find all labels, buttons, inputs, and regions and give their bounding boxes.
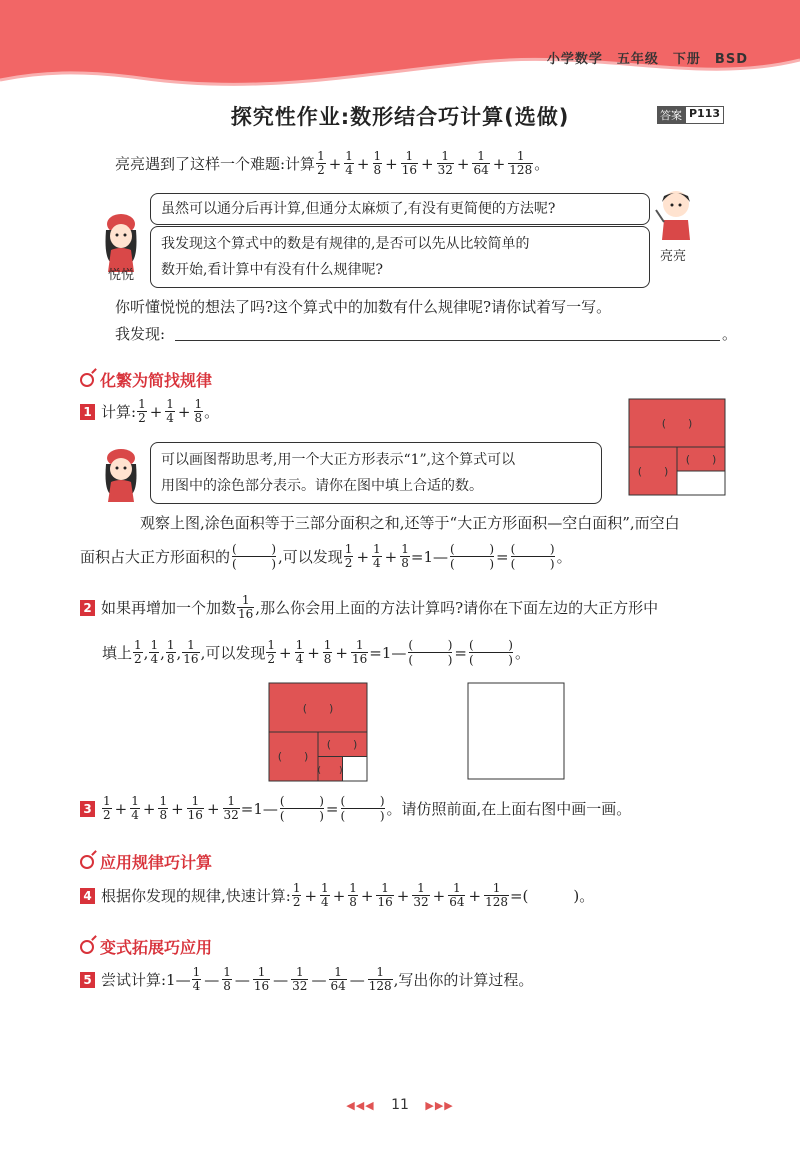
discover-end: 。 — [722, 325, 738, 343]
q1-blank-half[interactable]: ( ) — [661, 417, 693, 430]
q2-blank-eighth[interactable]: ( ) — [326, 738, 358, 751]
question-number-1: 1 — [80, 404, 95, 420]
answer-page: P113 — [685, 106, 724, 124]
intro-suffix: 。 — [534, 155, 550, 173]
q2-blank-half[interactable]: ( ) — [302, 702, 334, 715]
discover-label: 我发现: — [115, 325, 166, 343]
fraction-1-128: $\frac{1}{128}$ — [509, 149, 533, 177]
book-label: 小学数学 五年级 下册 BSD — [546, 52, 748, 67]
question-number-4: 4 — [80, 888, 95, 904]
q5-tail: ,写出你的计算过程。 — [393, 971, 534, 989]
yueyue-name: 悦悦 — [108, 268, 135, 283]
q1-para-2b: ,可以发现 — [278, 548, 343, 566]
q1-para-end: 。 — [556, 548, 572, 566]
q1-para-2d: = — [496, 547, 509, 566]
q1-square-diagram[interactable] — [628, 398, 726, 496]
q2-line1b: ,那么你会用上面的方法计算吗?请你在下面左边的大正方形中 — [255, 599, 659, 617]
q2-line2a: 填上 — [102, 644, 133, 662]
target-icon — [80, 373, 94, 387]
page-footer — [0, 1097, 800, 1113]
q4-line: 4 根据你发现的规律,快速计算: $\frac{1}{2}$ + $\frac{1}{4}$ + $\frac{1}{8}$ + $\frac{1}{16}$ + $\frac{1}{32}$ + $\frac{1}{64}$ + $\frac{1}{128}$ =( )。 — [80, 882, 594, 909]
q1-hint-bubble — [150, 442, 602, 504]
q2-line2b: ,可以发现 — [200, 644, 266, 662]
q2-end: 。 — [514, 644, 530, 662]
question-number-2: 2 — [80, 600, 95, 616]
yueyue-speech-line-2: 数开始,看计算中有没有什么规律呢? — [161, 262, 383, 278]
q2-blank-fraction-1[interactable]: ( ) ( ) — [408, 638, 453, 667]
answer-label: 答案 — [657, 106, 685, 124]
q4-answer-blank[interactable]: =( )。 — [509, 887, 595, 905]
section-title-2: 应用规律巧计算 — [100, 853, 213, 872]
liangliang-speech-bubble — [150, 193, 650, 225]
fraction-1-64: $\frac{1}{64}$ — [473, 149, 489, 177]
q4-prefix: 根据你发现的规律,快速计算: — [101, 887, 291, 905]
target-icon — [80, 855, 94, 869]
q3-tail: 。请仿照前面,在上面右图中画一画。 — [386, 800, 632, 818]
q1-paragraph-2: 面积占大正方形面积的 ( ) ( ) ,可以发现 $\frac{1}{2}$ + $\frac{1}{4}$ + $\frac{1}{8}$ =1— ( ) ( ) = ( ) ( ) 。 — [80, 542, 572, 571]
q2-blank-sixteenth[interactable]: ( ) — [317, 766, 343, 776]
section-heading-3 — [80, 935, 212, 958]
q1-fraction-1-4: $\frac{1}{4}$ — [166, 397, 174, 425]
q2-line-2: 填上 $\frac{1}{2}$ , $\frac{1}{4}$ , $\frac{1}{8}$ , $\frac{1}{16}$ ,可以发现 $\frac{1}{2}$ + $\frac{1}{4}$ + $\frac{1}{8}$ + $\frac{1}{16}$ =1— ( ) ( ) = ( ) ( ) 。 — [102, 638, 530, 667]
q1-fraction-1-8: $\frac{1}{8}$ — [194, 397, 203, 425]
fraction-1-4: $\frac{1}{4}$ — [345, 149, 353, 177]
q2-line2d: = — [454, 643, 467, 662]
q1-paragraph-1: 观察上图,涂色面积等于三部分面积之和,还等于“大正方形面积—空白面积”,而空白 — [140, 514, 680, 532]
q1-end: 。 — [204, 403, 220, 421]
fraction-1-2: $\frac{1}{2}$ — [317, 149, 325, 177]
question-number-3: 3 — [80, 801, 95, 817]
question-intro: 你听懂悦悦的想法了吗?这个算式中的加数有什么规律呢?请你试着写一写。 — [115, 298, 612, 316]
q1-line: 1 计算: $\frac{1}{2}$ + $\frac{1}{4}$ + $\frac{1}{8}$ 。 — [80, 398, 219, 425]
q1-hint-line-2: 用图中的涂色部分表示。请你在图中填上合适的数。 — [161, 478, 483, 494]
q1-para-2c: =1— — [410, 547, 448, 566]
q1-fraction-1-2: $\frac{1}{2}$ — [138, 397, 146, 425]
q1-blank-fraction-1[interactable]: ( ) ( ) — [232, 542, 277, 571]
q3-blank-fraction-2[interactable]: ( ) ( ) — [340, 794, 385, 823]
target-icon — [80, 940, 94, 954]
q2-line1a: 如果再增加一个加数 — [101, 599, 237, 617]
q3-blank-fraction-1[interactable]: ( ) ( ) — [279, 794, 324, 823]
section-heading-2 — [80, 850, 212, 873]
q1-para-2a: 面积占大正方形面积的 — [80, 548, 231, 566]
q1-prefix: 计算: — [101, 403, 137, 421]
q2-blank-quarter[interactable]: ( ) — [277, 750, 309, 763]
q3-drawing-square[interactable] — [467, 682, 565, 780]
section-heading-1 — [80, 368, 212, 391]
q1-blank-fraction-3[interactable]: ( ) ( ) — [510, 542, 555, 571]
q3-line: 3 $\frac{1}{2}$ + $\frac{1}{4}$ + $\frac{1}{8}$ + $\frac{1}{16}$ + $\frac{1}{32}$ =1— ( ) ( ) = ( ) ( ) 。请仿照前面,在上面右图中画一画。 — [80, 794, 631, 823]
q2-line-1 — [80, 594, 658, 621]
q2-left-square-diagram[interactable] — [268, 682, 368, 782]
intro-prefix: 亮亮遇到了这样一个难题:计算 — [115, 155, 316, 173]
page-number: 11 — [391, 1097, 409, 1113]
q1-blank-fraction-2[interactable]: ( ) ( ) — [450, 542, 494, 571]
q5-line: 5 尝试计算:1— $\frac{1}{4}$ — $\frac{1}{8}$ — $\frac{1}{16}$ — $\frac{1}{32}$ — $\frac{1}{64}$ — $\frac{1}{128}$ ,写出你的计算过程。 — [80, 966, 533, 993]
fraction-1-8: $\frac{1}{8}$ — [373, 149, 382, 177]
yueyue-speech-bubble — [150, 226, 650, 288]
prev-arrows-icon[interactable]: ◀◀◀ — [346, 1099, 375, 1112]
q5-work-area[interactable] — [102, 1000, 722, 1080]
next-arrows-icon[interactable]: ▶▶▶ — [425, 1099, 454, 1112]
liangliang-illustration — [652, 188, 702, 244]
q1-hint-line-1: 可以画图帮助思考,用一个大正方形表示“1”,这个算式可以 — [161, 452, 516, 468]
q2-fraction-1-16: $\frac{1}{16}$ — [238, 593, 254, 621]
q2-line2c: =1— — [369, 643, 407, 662]
liangliang-speech: 虽然可以通分后再计算,但通分太麻烦了,有没有更简便的方法呢? — [161, 201, 556, 217]
discover-answer-line[interactable] — [175, 340, 720, 341]
q5-prefix: 尝试计算:1— — [101, 971, 191, 989]
answer-reference[interactable] — [657, 106, 724, 124]
section-title-3: 变式拓展巧应用 — [100, 938, 213, 957]
intro-line: 亮亮遇到了这样一个难题:计算 $\frac{1}{2}$ + $\frac{1}{4}$ + $\frac{1}{8}$ + $\frac{1}{16}$ + $\frac{1}{32}$ + $\frac{1}{64}$ + $\frac{1}{128}$ 。 — [115, 149, 550, 177]
q1-blank-eighth[interactable]: ( ) — [685, 453, 717, 466]
page-title: 探究性作业:数形结合巧计算(选做) — [230, 105, 570, 129]
question-number-5: 5 — [80, 972, 95, 988]
q3-eq2: = — [325, 799, 339, 818]
q2-blank-fraction-2[interactable]: ( ) ( ) — [468, 638, 513, 667]
liangliang-name: 亮亮 — [660, 249, 687, 264]
q1-blank-quarter[interactable]: ( ) — [637, 465, 669, 478]
q3-eq: =1— — [240, 799, 278, 818]
yueyue-hint-illustration — [98, 446, 144, 502]
section-title-1: 化繁为简找规律 — [100, 371, 213, 390]
fraction-1-16: $\frac{1}{16}$ — [401, 149, 417, 177]
yueyue-illustration — [98, 210, 144, 272]
fraction-1-32: $\frac{1}{32}$ — [437, 149, 453, 177]
yueyue-speech-line-1: 我发现这个算式中的数是有规律的,是否可以先从比较简单的 — [161, 236, 530, 252]
